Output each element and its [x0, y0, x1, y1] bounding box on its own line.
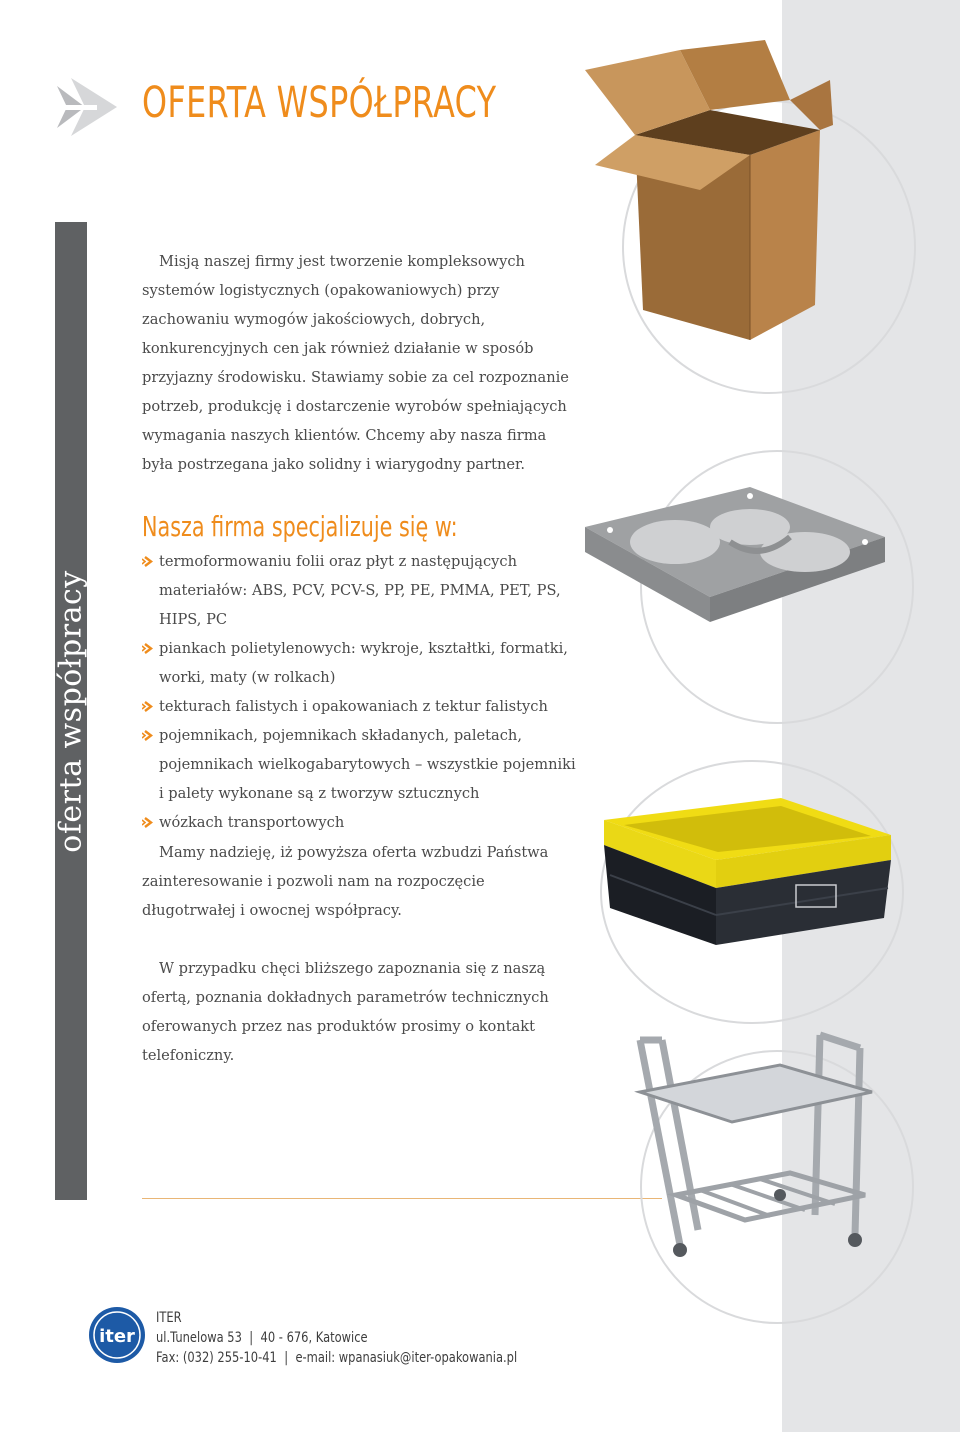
list-item: piankach polietylenowych: wykroje, kształtki, formatki, worki, maty (w rolkach): [142, 634, 582, 692]
footer-company: ITER: [156, 1310, 182, 1326]
closing-paragraph-2: W przypadku chęci bliższego zapoznania się z naszą ofertą, poznania dokładnych parametrów technicznych oferowanych przez nas produktów prosimy o kontakt telefoniczny.: [142, 960, 549, 1064]
specialization-heading: Nasza firma specjalizuje się w:: [142, 510, 458, 543]
sidebar-label: oferta współpracy: [53, 569, 89, 853]
arrow-right-icon: [142, 817, 154, 828]
metal-trolley-image: [620, 1030, 890, 1260]
divider: [142, 1198, 662, 1199]
arrow-right-icon: [142, 556, 154, 567]
list-item: pojemnikach, pojemnikach składanych, paletach, pojemnikach wielkogabarytowych – wszystkie pojemniki i palety wykonane są z tworzyw sztucznych: [142, 721, 582, 808]
arrow-right-icon: [142, 701, 154, 712]
footer-address: ul.Tunelowa 53 | 40 - 676, Katowice: [156, 1330, 368, 1346]
list-item: tekturach falistych i opakowaniach z tektur falistych: [142, 692, 582, 721]
footer-contact: Fax: (032) 255-10-41 | e-mail: wpanasiuk@iter-opakowania.pl: [156, 1350, 518, 1366]
foam-insert-image: [580, 482, 890, 632]
list-item: termoformowaniu folii oraz płyt z następujących materiałów: ABS, PCV, PCV-S, PP, PE, PMMA, PET, PS, HIPS, PC: [142, 547, 582, 634]
plastic-crate-image: [596, 790, 896, 950]
arrow-right-icon: [142, 643, 154, 654]
svg-text:iter: iter: [99, 1326, 135, 1347]
cardboard-box-image: [575, 40, 835, 340]
page-title: OFERTA WSPÓŁPRACY: [142, 78, 497, 128]
arrow-right-icon: [142, 730, 154, 741]
footer-email: e-mail: wpanasiuk@iter-opakowania.pl: [295, 1350, 518, 1366]
specialization-list: [142, 547, 582, 837]
list-item: wózkach transportowych: [142, 808, 582, 837]
intro-paragraph: Misją naszej firmy jest tworzenie kompleksowych systemów logistycznych (opakowaniowych) przy zachowaniu wymogów jakościowych, dobrych, konkurencyjnych cen jak również działanie w sposób przyjazny środowisku. Stawiamy sobie za cel rozpoznanie potrzeb, produkcję i dostarczenie wyrobów spełniających wymagania naszych klientów. Chcemy aby nasza firma była postrzegana jako solidny i wiarygodny partner.: [142, 253, 569, 473]
company-logo: [88, 1306, 146, 1364]
double-chevron-right-icon: [55, 76, 117, 138]
closing-paragraph-1: Mamy nadzieję, iż powyższa oferta wzbudzi Państwa zainteresowanie i pozwoli nam na rozpoczęcie długotrwałej i owocnej współpracy.: [142, 844, 549, 919]
